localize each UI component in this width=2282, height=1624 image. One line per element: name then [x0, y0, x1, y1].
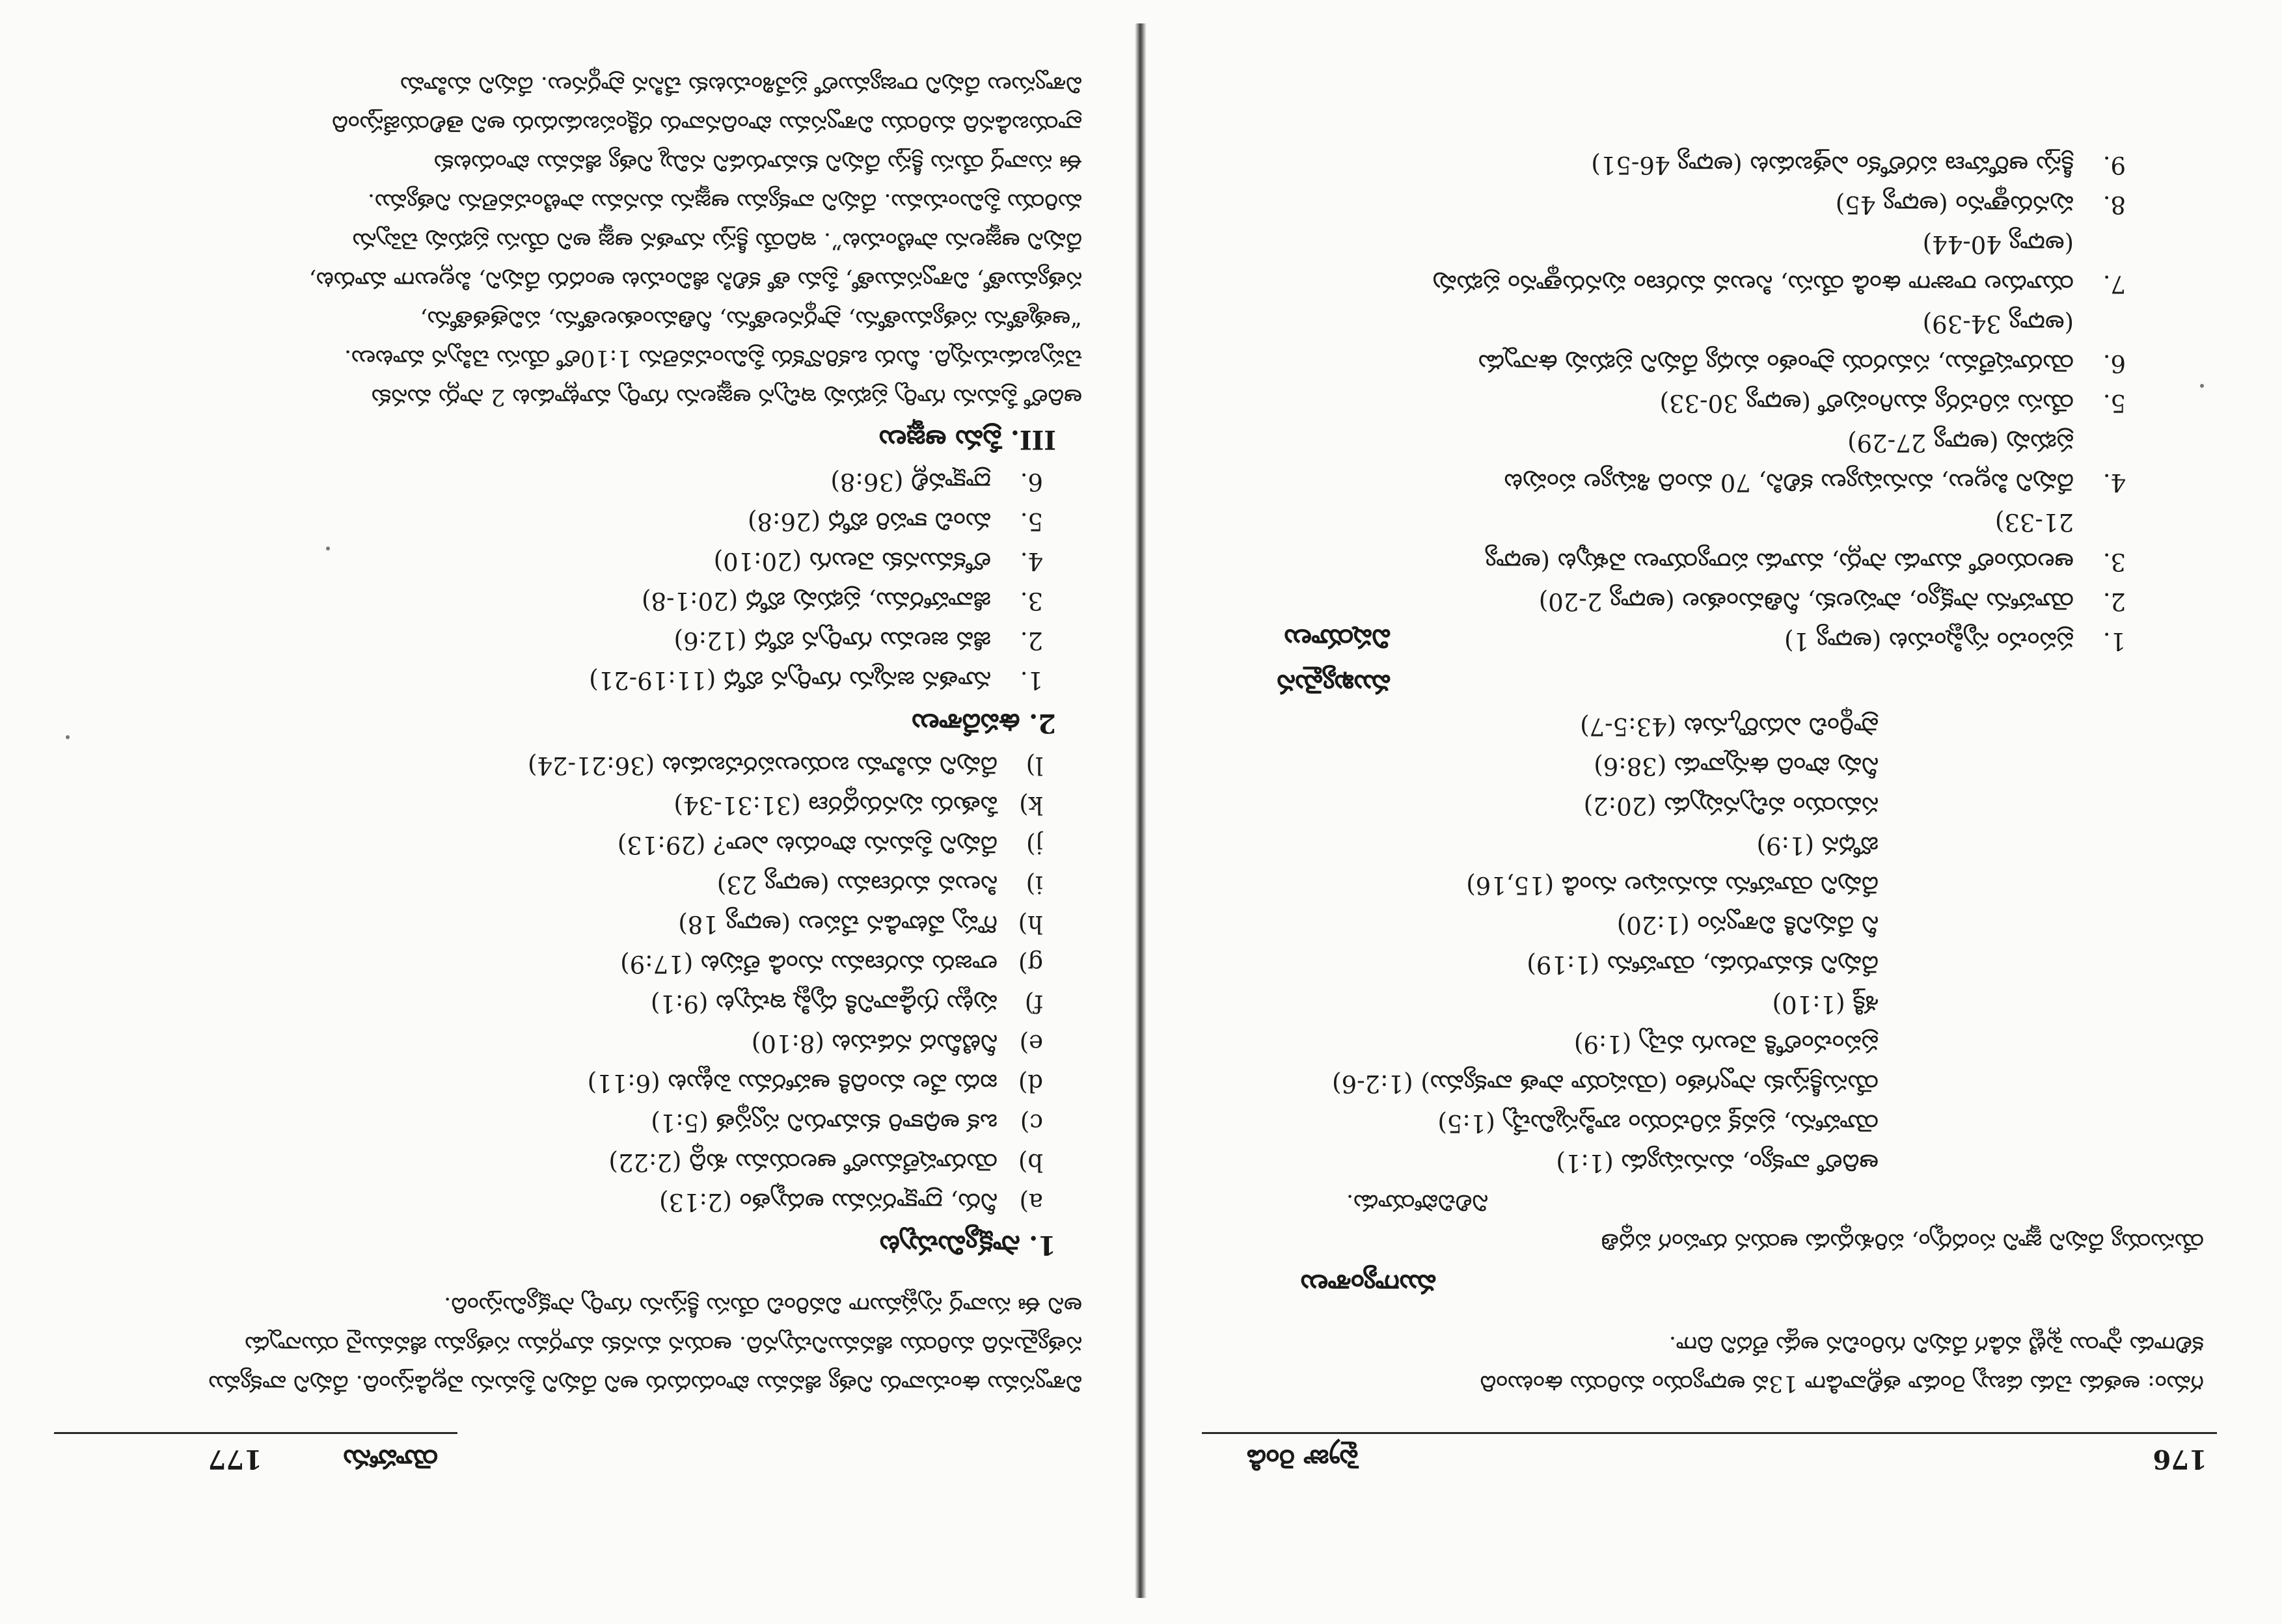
item-number: 8.	[2102, 191, 2126, 219]
item-letter: k)	[1019, 791, 1043, 819]
list-item	[54, 1143, 1043, 1182]
item-number: 4.	[2102, 468, 2126, 496]
list-item	[1182, 145, 2126, 185]
list-item	[54, 462, 1043, 502]
item-text: ఆలయంలో మూడు సార్లు, మూడు పర్యాయాలు వెళ్ళుట (అధ్యా	[1485, 548, 2074, 576]
item-text: యెరూషలేము, సమరయ ప్రాంతం మధ్య దేవుని ప్రభువు ఉన్నాడు	[1478, 349, 2074, 377]
item-text: పునరుత్థానం (అధ్యా 45)	[1835, 191, 2074, 219]
item-continuation: 21-33)	[1994, 508, 2074, 536]
item-text: నూతన జన్మను గూర్చిన బోధ (11:19-21)	[589, 666, 991, 694]
item-text: జీవాహారము, ప్రభువు బోధ (20:1-8)	[642, 587, 991, 615]
item-text: ఒక అధికారి కుమారుని స్వస్థత (5:1)	[651, 1109, 998, 1137]
paragraph-line: మరియు ప్రేమించుము. దేవుని వాక్యము ఆజ్ఞను మనము పాటించవలెను నిత్యము.	[367, 189, 1082, 215]
item-text: యూదుల రాజుగా ఉండి యేసు, సిలువ మరణం పునరుత్థానం ప్రభువు	[1432, 270, 2074, 298]
item-letter: e)	[1019, 1029, 1043, 1057]
item-continuation: (అధ్యా 40-44)	[1922, 230, 2074, 258]
list-item: శక్తి (1:10)	[1772, 990, 1879, 1018]
item-text: జీవ జలము గూర్చిన బోధ (12:6)	[673, 627, 991, 655]
item-letter: j)	[1026, 831, 1043, 859]
item-continuation: (అధ్యా 34-39)	[1922, 310, 2074, 338]
item-text: సిలువ మరణము (అధ్యా 23)	[716, 871, 998, 899]
item-number: 1.	[2102, 627, 2126, 655]
item-letter: b)	[1018, 1148, 1043, 1176]
item-letter: l)	[1026, 751, 1043, 779]
section-heading: III. ప్రేమ ఆజ్ఞలు	[878, 424, 1056, 455]
list-item	[54, 904, 1043, 944]
running-head: ప్రైజు రెండి	[1247, 1444, 1358, 1474]
item-text: పుట్టు గ్రుడ్డివానికి దృష్టి ఇచ్చుట (9:1)	[650, 990, 998, 1018]
list-item	[1182, 463, 2126, 502]
list-item: యోహాను, ప్రవక్త పరిచయం బాప్తిస్మమిచ్చే (1:5)	[1437, 1109, 1879, 1137]
page-number: 177	[208, 1444, 262, 1474]
item-text: మంచి కాపరి బోధ (26:8)	[748, 508, 991, 535]
item-text: లాజరు మరణము నుండి లేపుట (17:9)	[620, 950, 998, 978]
item-text: నీటిమీద నడచుట (8:10)	[751, 1029, 998, 1057]
item-letter: c)	[1020, 1109, 1043, 1137]
paragraph-line: “ఆత్మతోను సత్యముతోను, ప్రార్థనలతోను, నీతిమంతులతోను, పవిత్రతతోను,	[420, 306, 1082, 332]
item-text: యెరూషలేములో ఆలయము శుద్ధి (2:22)	[608, 1148, 998, 1176]
reference-list	[1182, 707, 2204, 1183]
list-item	[54, 984, 1043, 1023]
item-text: దేవుని ప్రేమను పొందుట ఎలా? (29:13)	[617, 831, 998, 859]
numbered-list	[1182, 145, 2204, 661]
scan-speck	[2200, 384, 2204, 388]
summary-line: నిలిచిపోయాడు.	[1346, 1189, 1488, 1215]
item-number: 2.	[1020, 627, 1043, 655]
subheading: ముఖ్యమైన విషయాలు	[1277, 623, 1391, 699]
paragraph-line: సత్యమైనది మరియు జీవమునిచ్చునది. ఆయన మనకు మార్గము సత్యము జీవమునై యున్నాడు	[245, 1331, 1082, 1357]
list-item: దేవుని యోహాను మనుషుల నుండి (15,16)	[1466, 871, 1879, 899]
paragraph-line: అని ఈ సువార్త స్పష్టముగా వివరించి యేసు క్రీస్తును గూర్చి సాక్ష్యమిస్తుంది.	[444, 1292, 1082, 1318]
item-text: ద్రాక్షావల్లి (36:8)	[830, 468, 991, 496]
item-text: దేవుని పిల్లలు, మనుష్యులు కలిసి, 70 మంది శిష్యుల పంపుట	[1504, 468, 2074, 496]
numbered-list	[54, 462, 1082, 700]
list-item	[54, 621, 1043, 660]
paragraph-line: చెప్పబడుచున్నది. మీరు ఒకరినొకరు ప్రేమించవలెను 1:10లో యేసు చెప్పిన మాటలు.	[344, 345, 1082, 371]
list-item	[54, 1063, 1043, 1103]
list-item	[54, 581, 1043, 621]
item-text: యేసు పరిచర్య ముగింపులో (అధ్యా 30-33)	[1659, 389, 2074, 417]
item-letter: d)	[1018, 1069, 1043, 1097]
item-text: నీరు, ద్రాక్షారసము అద్భుతం (2:13)	[659, 1188, 998, 1216]
item-text: గొప్ప వేటాడిన చేపలు (అధ్యా 18)	[678, 910, 998, 938]
item-number: 4.	[1020, 547, 1043, 575]
list-item	[54, 785, 1043, 825]
list-item: నీ దేవునికి విశ్వాసం (1:20)	[1616, 911, 1879, 939]
list-item: ప్రపంచంలోకి వెలుగు వచ్చె (1:9)	[1573, 1030, 1879, 1058]
alpha-list	[54, 746, 1082, 1222]
list-item	[1182, 383, 2126, 423]
list-item	[1182, 344, 2126, 383]
list-item	[54, 865, 1043, 904]
scan-speck	[66, 735, 70, 739]
item-letter: a)	[1019, 1188, 1043, 1216]
item-text: క్రీస్తు ఆరోహణ పరలోకం ఎత్తబడుట (అధ్యా 46-51)	[1591, 151, 2074, 179]
body-paragraph	[54, 65, 1082, 416]
list-item	[54, 541, 1043, 581]
item-number: 9.	[2102, 151, 2126, 179]
paragraph-line: దేవుని ఆజ్ఞలను పాటించుట”. ఇదియే క్రీస్తు నూతన ఆజ్ఞ అని యేసు ప్రభువు చెప్పెను	[352, 228, 1082, 254]
paragraph-line: సత్యముతో, విశ్వాసముతో, ప్రేమ తో కలిసి జీవించుట అందరు దేవుని, పిల్లలుగా మారుట,	[308, 267, 1082, 293]
list-item: యేసుక్రీస్తుకు స్వాగతం (యెషయా పాత వాక్యము) (1:2-6)	[1332, 1070, 1879, 1098]
list-item: నీవు పొంది ఉన్నవాడు (38:6)	[1594, 752, 1879, 780]
item-number: 6.	[2102, 349, 2126, 377]
item-letter: h)	[1018, 910, 1043, 938]
list-item: ప్రార్థించి ఎదుర్కొనుట (43:5-7)	[1580, 712, 1879, 740]
list-item	[54, 746, 1043, 785]
intro-line: గమం: అతడు చెడు డబ్బు రెండూ తల్లివాడిగా 13వ అధ్యాయం మరియు ఉంటుంది	[1480, 1370, 2204, 1396]
list-item	[1182, 621, 2126, 661]
item-number: 6.	[1020, 468, 1043, 496]
paragraph-line: విశ్వాసులు దేవుని రాజ్యములో ప్రవేశించుటకు చేసిన ప్రార్థనలు. దేవుని మహిమ	[400, 72, 1082, 98]
section-heading: 1. సాక్ష్యమిచ్చుట	[879, 1230, 1056, 1260]
section-heading: 2. ఉపదేశాలు	[912, 708, 1056, 738]
list-item	[1182, 185, 2126, 224]
header-rule	[1202, 1432, 2217, 1434]
list-item	[54, 660, 1043, 700]
item-number: 3.	[2102, 548, 2126, 576]
item-number: 2.	[2102, 588, 2126, 616]
left-page-body	[1182, 145, 2204, 1403]
list-item: దేవుని కుమారుడు, యోహాను (1:19)	[1527, 951, 1879, 979]
paragraph-line: విశ్వాసము ఉంచువారు నిత్య జీవము పొందుదురు అని దేవుని ప్రేమను వెల్లడిస్తుంది. దేవుని వాక్యము	[208, 1370, 1082, 1396]
item-number: 5.	[1020, 508, 1043, 535]
item-text: లోకమునకు వెలుగు (20:10)	[713, 547, 991, 575]
header-rule	[54, 1432, 457, 1434]
item-continuation: ప్రభువు (అధ్యా 27-29)	[1847, 429, 2074, 457]
paragraph-line: ఆదిలో ప్రేమను గూర్చి ప్రభువు ఇచ్చిన ఆజ్ఞలను గూర్చి మాట్లాడుట 2 సార్లు మనకు	[371, 384, 1082, 410]
item-text: దేవుని మహిమ బయలుపరచబడుట (36:21-24)	[528, 751, 998, 779]
list-item	[1182, 542, 2126, 582]
item-number: 5.	[2102, 389, 2126, 417]
list-item	[1182, 264, 2126, 304]
item-letter: g)	[1018, 950, 1043, 978]
item-text: యోహాను సాక్ష్యం, పాపులకు, నీతిమంతుల (అధ్యా 2-20)	[1538, 588, 2074, 616]
list-item: సమయం వచ్చినప్పుడు (20:2)	[1583, 792, 1879, 820]
list-item: ఆదిలో వాక్యం, మనుష్యుడు (1:1)	[1556, 1149, 1879, 1177]
item-letter: f)	[1024, 990, 1043, 1018]
page-number: 176	[2153, 1444, 2207, 1474]
right-page-body	[54, 65, 1082, 1403]
list-item	[1182, 582, 2126, 621]
running-head: యోహాను	[343, 1444, 438, 1474]
section-heading: ముగ్యాంశాలు	[1300, 1269, 1436, 1299]
item-number: 7.	[2102, 270, 2126, 298]
item-number: 1.	[1020, 666, 1043, 694]
list-item	[54, 825, 1043, 865]
summary-line: యేసుయ్య దేవుని జ్ఞాని సందర్భం, పరిశుద్ధుడు ఆయన రూపంగ పద్ధతి	[1601, 1228, 2204, 1254]
list-item	[54, 944, 1043, 984]
item-text: ప్రపంచం సృష్టించుట (అధ్యా 1)	[1784, 627, 2074, 655]
item-text: ఐదు వేల మందికి ఆహారము పెట్టుట (6:11)	[587, 1069, 998, 1097]
paragraph-line: ఈ సువార్త యేసు క్రీస్తు దేవుని కుమారుడని నమ్మి నిత్య జీవము పొందుటకు	[433, 150, 1082, 176]
list-item: బోధన (1:9)	[1756, 832, 1879, 859]
left-page	[1141, 0, 2282, 1624]
list-item	[54, 1103, 1043, 1143]
list-item	[54, 1023, 1043, 1063]
intro-line: కలిగాడు స్థాయి ఫ్లెట్టి వడిగ దేవుని గురించిన అడ్డు లేదని దిగా.	[1668, 1331, 2204, 1357]
list-item	[54, 502, 1043, 541]
scan-speck	[326, 547, 330, 550]
paragraph-line: వ్రాయబడినది మరియు విశ్వాసము పొందినవారు రక్షింపబడుదురు అని తెలియజేస్తుంది	[332, 111, 1082, 137]
item-text: పేతురు పునరుద్ధరణ (31:31-34)	[673, 791, 998, 819]
item-letter: i)	[1026, 871, 1043, 899]
list-item	[54, 1182, 1043, 1222]
item-number: 3.	[1020, 587, 1043, 615]
